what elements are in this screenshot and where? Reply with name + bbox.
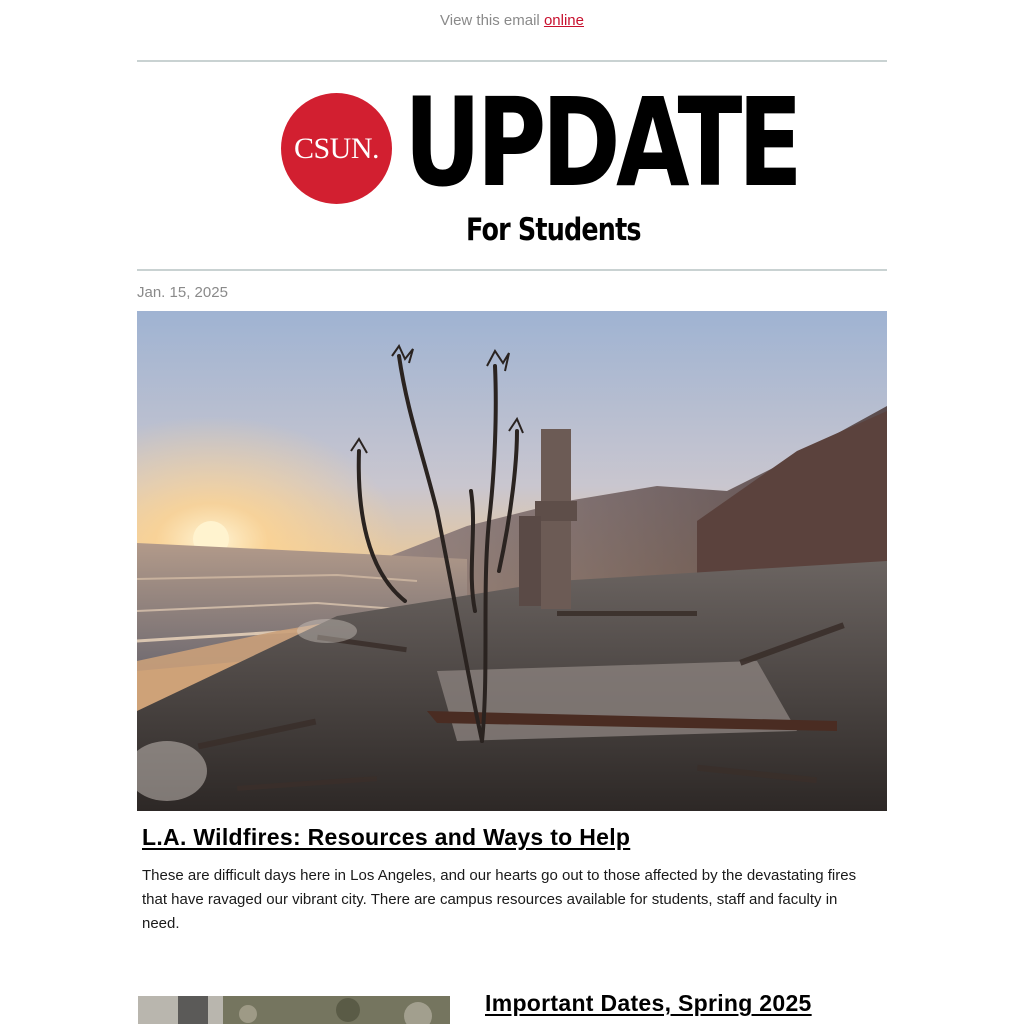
preheader-text: View this email <box>440 12 540 29</box>
second-story-image[interactable] <box>138 996 450 1024</box>
bottom-divider <box>137 269 887 271</box>
masthead[interactable] <box>280 72 799 253</box>
feature-body: These are difficult days here in Los Angeles, and our hearts go out to those affected by the devastating fires that have ravaged our vibrant city. There are campus resources available for students, staff and faculty in need. <box>142 867 857 932</box>
wildfire-photo-icon <box>137 311 887 811</box>
view-online-link[interactable]: online <box>543 12 584 29</box>
csun-logo: CSUN. <box>281 93 392 204</box>
feature-image[interactable] <box>137 311 887 811</box>
feature-title-link[interactable]: L.A. Wildfires: Resources and Ways to Help <box>142 824 631 850</box>
issue-date: Jan. 15, 2025 <box>137 284 228 301</box>
masthead-title: UPDATE <box>404 72 799 214</box>
masthead-subtitle: For Students <box>466 212 641 248</box>
top-divider <box>137 60 887 62</box>
preheader <box>0 11 1024 31</box>
campus-photo-icon <box>138 996 450 1024</box>
second-story-title-link[interactable]: Important Dates, Spring 2025 <box>485 990 812 1016</box>
